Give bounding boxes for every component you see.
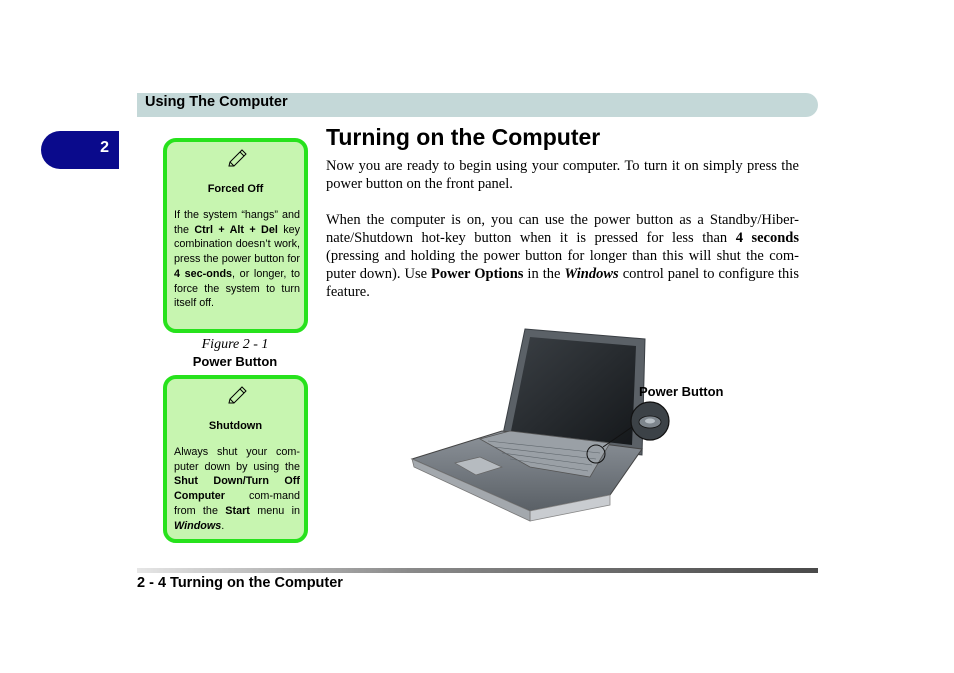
para2-windows: Windows bbox=[564, 266, 619, 282]
note-bold-command: Shut Down/Turn Off Computer bbox=[174, 475, 300, 503]
note-text-3: menu in bbox=[249, 504, 300, 517]
note-text-4: . bbox=[221, 519, 225, 532]
power-button-label: Power Button bbox=[639, 384, 724, 399]
power-button-paragraph bbox=[326, 211, 799, 301]
para2-text-4: control panel to configure this feature. bbox=[326, 266, 799, 300]
note-shutdown bbox=[163, 375, 308, 543]
note-title: Forced Off bbox=[207, 183, 264, 195]
note-forced-off bbox=[163, 138, 308, 333]
note-text-2: key combination doesn’t work, press the power button for bbox=[174, 223, 300, 266]
note-bold-keys: Ctrl + Alt + Del bbox=[194, 223, 278, 236]
header-bar bbox=[137, 93, 818, 117]
note-bold-seconds: 4 sec-onds bbox=[174, 267, 233, 280]
chapter-tab bbox=[41, 131, 119, 169]
intro-paragraph: Now you are ready to begin using your computer. To turn it on simply press the power button on the front panel. bbox=[326, 158, 799, 192]
para2-bold-power-options: Power Options bbox=[431, 266, 524, 282]
footer-rule bbox=[137, 568, 818, 573]
para2-text-1: When the computer is on, you can use the power button as a Standby/Hiber-nate/Shutdown hot-key button when it is pressed for less than bbox=[326, 212, 799, 246]
para2-bold-seconds: 4 seconds bbox=[735, 230, 799, 246]
para2-text-2: (pressing and holding the power button for longer than this will shut the com-puter down). Use bbox=[326, 248, 799, 282]
note-windows: Windows bbox=[174, 519, 222, 532]
note-title: Shutdown bbox=[208, 420, 263, 432]
figure-caption: Figure 2 - 1 bbox=[201, 337, 269, 352]
note-text bbox=[174, 445, 300, 533]
section-title: Using The Computer bbox=[145, 94, 288, 110]
note-text-1: If the system “hangs” and the bbox=[174, 209, 300, 236]
note-bold-start: Start bbox=[225, 504, 250, 517]
figure-name: Power Button bbox=[192, 354, 278, 369]
footer-page-ref: 2 - 4 Turning on the Computer bbox=[137, 575, 343, 591]
chapter-number: 2 bbox=[100, 139, 109, 156]
page-title: Turning on the Computer bbox=[326, 124, 601, 150]
note-text bbox=[174, 208, 300, 311]
note-text-1: Always shut your com-puter down by using the bbox=[174, 446, 300, 473]
note-text-3: , or longer, to force the system to turn itself off. bbox=[174, 267, 300, 310]
para2-text-3: in the bbox=[523, 266, 565, 282]
pencil-icon bbox=[225, 385, 249, 407]
pencil-icon bbox=[225, 148, 249, 170]
note-text-2: com-mand from the bbox=[174, 490, 300, 517]
laptop-illustration bbox=[410, 327, 675, 522]
